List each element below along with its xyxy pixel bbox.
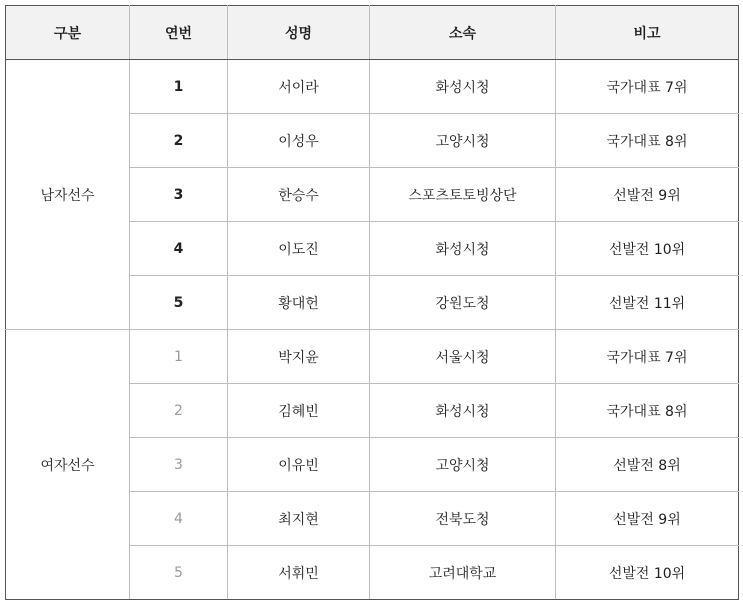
row-remarks: 국가대표 7위	[556, 60, 739, 114]
row-number: 2	[130, 114, 228, 168]
row-remarks: 국가대표 8위	[556, 114, 739, 168]
row-name: 이도진	[228, 222, 370, 276]
row-number: 5	[130, 276, 228, 330]
header-remarks: 비고	[556, 6, 739, 60]
row-remarks: 국가대표 8위	[556, 384, 739, 438]
row-remarks: 선발전 10위	[556, 222, 739, 276]
row-affiliation: 강원도청	[370, 276, 556, 330]
header-category: 구분	[6, 6, 130, 60]
row-number: 3	[130, 168, 228, 222]
row-affiliation: 화성시청	[370, 222, 556, 276]
row-affiliation: 스포츠토토빙상단	[370, 168, 556, 222]
row-remarks: 선발전 8위	[556, 438, 739, 492]
header-number: 연번	[130, 6, 228, 60]
row-remarks: 국가대표 7위	[556, 330, 739, 384]
row-name: 박지윤	[228, 330, 370, 384]
group-label-women: 여자선수	[6, 330, 130, 600]
row-number: 3	[130, 438, 228, 492]
row-affiliation: 화성시청	[370, 60, 556, 114]
row-name: 김혜빈	[228, 384, 370, 438]
row-number: 4	[130, 222, 228, 276]
row-number: 5	[130, 546, 228, 600]
table-row	[6, 330, 739, 384]
roster-table	[5, 5, 739, 600]
row-affiliation: 고양시청	[370, 438, 556, 492]
row-name: 이유빈	[228, 438, 370, 492]
row-affiliation: 서울시청	[370, 330, 556, 384]
row-name: 최지현	[228, 492, 370, 546]
row-number: 1	[130, 60, 228, 114]
header-name: 성명	[228, 6, 370, 60]
row-number: 4	[130, 492, 228, 546]
row-name: 서휘민	[228, 546, 370, 600]
row-affiliation: 전북도청	[370, 492, 556, 546]
row-number: 1	[130, 330, 228, 384]
row-remarks: 선발전 9위	[556, 168, 739, 222]
header-affiliation: 소속	[370, 6, 556, 60]
row-remarks: 선발전 11위	[556, 276, 739, 330]
row-affiliation: 고양시청	[370, 114, 556, 168]
row-name: 이성우	[228, 114, 370, 168]
row-name: 서이라	[228, 60, 370, 114]
row-number: 2	[130, 384, 228, 438]
roster-table-container	[5, 5, 739, 600]
row-name: 한승수	[228, 168, 370, 222]
header-row	[6, 6, 739, 60]
row-name: 황대헌	[228, 276, 370, 330]
row-affiliation: 고려대학교	[370, 546, 556, 600]
row-remarks: 선발전 9위	[556, 492, 739, 546]
group-label-men: 남자선수	[6, 60, 130, 330]
row-affiliation: 화성시청	[370, 384, 556, 438]
table-row	[6, 60, 739, 114]
row-remarks: 선발전 10위	[556, 546, 739, 600]
